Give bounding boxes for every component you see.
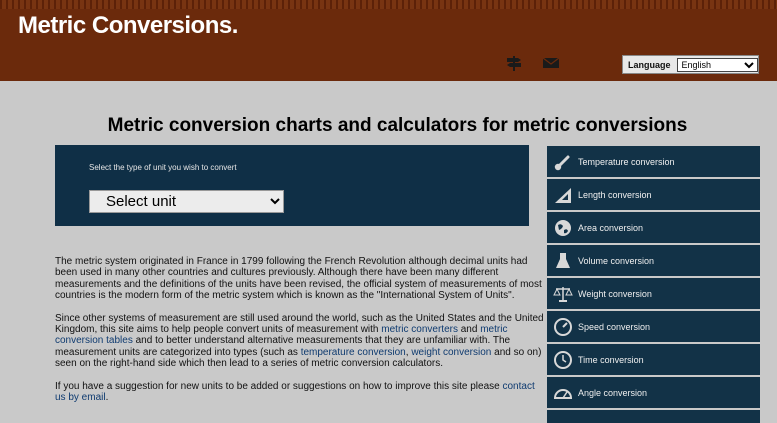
text-span: and — [457, 324, 481, 336]
globe-icon — [553, 218, 573, 238]
site-logo[interactable]: Metric Conversions. — [18, 12, 238, 39]
conversion-sidebar — [547, 146, 760, 423]
language-selector — [622, 55, 759, 74]
sidebar-item-time[interactable] — [547, 344, 760, 375]
sidebar-item-label: Area conversion — [578, 222, 644, 233]
temperature-conversion-link[interactable]: temperature conversion — [300, 346, 406, 358]
scales-icon — [553, 284, 573, 304]
text-span: and so on) seen on the right-hand side which then lead to a series of metric conversion calculators. — [55, 346, 542, 370]
text-span: If you have a suggestion for new units to be added or suggestions on how to improve this site please — [55, 380, 503, 392]
thermometer-icon — [553, 152, 573, 172]
text-span: . — [105, 392, 109, 404]
speedometer-icon — [553, 317, 573, 337]
text-span: Since other systems of measurement are still used around the world, such as the United States and the United Kingdom, this site aims to help people convert units of measurement with — [55, 312, 544, 336]
intro-paragraph-1: The metric system originated in France in 1799 following the French Revolution although decimal units had been used in many other countries and cultures previously. Although there have been many different measurements and the definitions of the units have been revised, the official system of measurements of most countries is the modern form of the metric system which is known as the "International System of Units". — [55, 256, 542, 302]
metric-conversion-tables-link[interactable]: metric conversion tables — [55, 324, 508, 347]
language-label: Language — [628, 59, 671, 70]
site-header — [0, 0, 777, 81]
intro-paragraph-3 — [55, 381, 545, 404]
page-title: Metric conversion charts and calculators for metric conversions — [107, 115, 688, 136]
sidebar-item-angle[interactable] — [547, 377, 760, 408]
sidebar-item-label: Time conversion — [578, 354, 644, 365]
sidebar-item-label: Angle conversion — [578, 387, 648, 398]
metric-converters-link[interactable]: metric converters — [381, 324, 458, 336]
unit-selector-panel — [55, 145, 529, 226]
protractor-icon — [553, 383, 573, 403]
sidebar-item-volume[interactable] — [547, 245, 760, 276]
ruler-triangle-icon — [553, 185, 573, 205]
sidebar-item-temperature[interactable] — [547, 146, 760, 177]
sidebar-item-label: Volume conversion — [578, 255, 655, 266]
intro-text — [55, 256, 545, 414]
sidebar-item-weight[interactable] — [547, 278, 760, 309]
mail-icon[interactable] — [542, 55, 560, 71]
flask-icon — [553, 251, 573, 271]
text-span: , — [405, 346, 412, 358]
clock-icon — [553, 350, 573, 370]
language-dropdown[interactable] — [677, 58, 758, 72]
unit-type-dropdown[interactable] — [89, 190, 284, 213]
signpost-icon[interactable] — [505, 55, 523, 71]
contact-email-link[interactable]: contact us by email — [55, 380, 535, 404]
partial-icon — [553, 416, 573, 423]
sidebar-item-label: Speed conversion — [578, 321, 651, 332]
sidebar-item-more[interactable] — [547, 410, 760, 423]
sidebar-item-label: Length conversion — [578, 189, 652, 200]
text-span: and to better understand alternative measurements that they are unfamiliar with. The measurement units are categorized into types (such as — [55, 335, 511, 358]
sidebar-item-label: Temperature conversion — [578, 156, 675, 167]
ruler-decoration — [0, 0, 777, 9]
intro-paragraph-2 — [55, 313, 545, 370]
sidebar-item-area[interactable] — [547, 212, 760, 243]
sidebar-item-length[interactable] — [547, 179, 760, 210]
unit-selector-label: Select the type of unit you wish to convert — [89, 163, 237, 172]
sidebar-item-speed[interactable] — [547, 311, 760, 342]
weight-conversion-link[interactable]: weight conversion — [411, 346, 492, 358]
sidebar-item-label: Weight conversion — [578, 288, 652, 299]
